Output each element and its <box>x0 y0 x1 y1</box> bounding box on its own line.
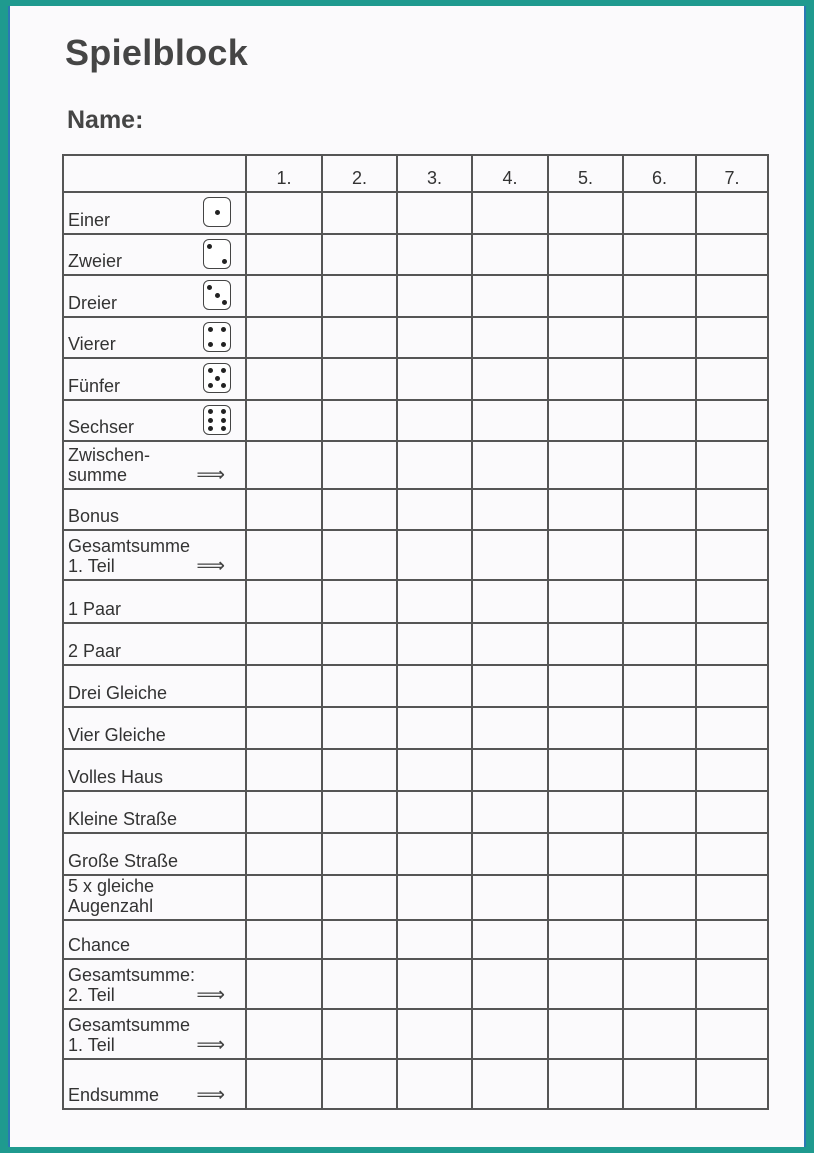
column-header: 7. <box>696 155 768 192</box>
score-cell[interactable] <box>472 400 548 441</box>
row-label <box>63 623 246 665</box>
die-pip <box>207 244 212 249</box>
score-cell[interactable] <box>623 234 696 275</box>
die-pip <box>215 376 220 381</box>
score-cell[interactable] <box>696 489 768 530</box>
die-face-6-icon <box>203 405 231 435</box>
score-cell[interactable] <box>696 1059 768 1109</box>
row-label-line2: summe <box>68 465 128 485</box>
score-cell[interactable] <box>696 317 768 358</box>
score-cell[interactable] <box>548 192 623 234</box>
row-label-line1: 2 Paar <box>68 641 122 661</box>
die-pip <box>221 368 226 373</box>
row-label-text <box>68 935 130 955</box>
score-cell[interactable] <box>322 875 397 920</box>
score-cell[interactable] <box>623 920 696 959</box>
column-header: 6. <box>623 155 696 192</box>
score-cell[interactable] <box>623 580 696 623</box>
row-label-line1: 5 x gleiche <box>68 876 155 896</box>
row-label-line1: Große Straße <box>68 851 179 871</box>
die-pip <box>208 418 213 423</box>
score-cell[interactable] <box>472 317 548 358</box>
score-cell[interactable] <box>397 275 472 317</box>
score-cell[interactable] <box>623 665 696 707</box>
die-face-2-icon <box>203 239 231 269</box>
score-row <box>63 623 768 665</box>
score-cell[interactable] <box>696 580 768 623</box>
die-pip <box>221 342 226 347</box>
score-cell[interactable] <box>322 489 397 530</box>
score-cell[interactable] <box>696 530 768 580</box>
score-cell[interactable] <box>696 1009 768 1059</box>
score-cell[interactable] <box>472 959 548 1009</box>
die-face-3-icon <box>203 280 231 310</box>
score-cell[interactable] <box>322 530 397 580</box>
header-row <box>63 155 768 192</box>
row-label-text <box>68 725 166 745</box>
score-cell[interactable] <box>623 317 696 358</box>
score-cell[interactable] <box>472 234 548 275</box>
row-label <box>63 707 246 749</box>
row-label <box>63 400 246 441</box>
row-label-line1: Zwischen- <box>68 445 151 465</box>
page-title: Spielblock <box>65 32 249 73</box>
double-arrow-icon: ⟹ <box>196 1034 225 1056</box>
score-table <box>62 154 769 1110</box>
row-label-text <box>68 445 150 485</box>
score-cell[interactable] <box>246 530 322 580</box>
score-cell[interactable] <box>322 665 397 707</box>
score-cell[interactable] <box>472 791 548 833</box>
score-row <box>63 400 768 441</box>
score-cell[interactable] <box>472 623 548 665</box>
row-label-line1: Gesamtsumme <box>68 536 191 556</box>
row-label-text <box>68 251 122 271</box>
score-cell[interactable] <box>623 707 696 749</box>
score-cell[interactable] <box>246 749 322 791</box>
die-face-1-icon <box>203 197 231 227</box>
score-row <box>63 530 768 580</box>
score-cell[interactable] <box>696 833 768 875</box>
die-pip <box>221 426 226 431</box>
row-label-line1: Drei Gleiche <box>68 683 168 703</box>
score-row <box>63 707 768 749</box>
score-cell[interactable] <box>397 317 472 358</box>
score-row <box>63 489 768 530</box>
score-cell[interactable] <box>246 707 322 749</box>
score-cell[interactable] <box>696 959 768 1009</box>
score-cell[interactable] <box>548 1009 623 1059</box>
row-label <box>63 358 246 400</box>
score-sheet <box>8 6 806 1147</box>
score-cell[interactable] <box>548 1059 623 1109</box>
row-label <box>63 580 246 623</box>
score-cell[interactable] <box>696 707 768 749</box>
row-label <box>63 833 246 875</box>
score-row <box>63 192 768 234</box>
score-cell[interactable] <box>246 580 322 623</box>
score-cell[interactable] <box>696 441 768 489</box>
row-label-line1: Dreier <box>68 293 118 313</box>
score-cell[interactable] <box>548 920 623 959</box>
score-cell[interactable] <box>623 275 696 317</box>
row-label <box>63 489 246 530</box>
row-label <box>63 441 246 489</box>
score-cell[interactable] <box>246 358 322 400</box>
score-row <box>63 441 768 489</box>
score-cell[interactable] <box>397 400 472 441</box>
column-header: 3. <box>397 155 472 192</box>
score-cell[interactable] <box>397 1009 472 1059</box>
score-cell[interactable] <box>246 400 322 441</box>
die-pip <box>208 383 213 388</box>
score-cell[interactable] <box>548 707 623 749</box>
row-label <box>63 192 246 234</box>
score-cell[interactable] <box>246 1059 322 1109</box>
die-pip <box>208 368 213 373</box>
score-cell[interactable] <box>322 707 397 749</box>
score-row <box>63 833 768 875</box>
score-cell[interactable] <box>548 580 623 623</box>
row-label-line1: Gesamtsumme <box>68 1015 191 1035</box>
row-label-text <box>68 767 163 787</box>
score-cell[interactable] <box>472 489 548 530</box>
score-cell[interactable] <box>548 530 623 580</box>
row-label <box>63 920 246 959</box>
score-cell[interactable] <box>322 791 397 833</box>
score-cell[interactable] <box>548 275 623 317</box>
score-cell[interactable] <box>246 875 322 920</box>
score-cell[interactable] <box>623 875 696 920</box>
die-pip <box>215 210 220 215</box>
score-cell[interactable] <box>397 234 472 275</box>
score-cell[interactable] <box>548 441 623 489</box>
score-cell[interactable] <box>548 317 623 358</box>
score-cell[interactable] <box>246 959 322 1009</box>
score-cell[interactable] <box>246 665 322 707</box>
row-label-line1: Zweier <box>68 251 123 271</box>
name-label: Name: <box>67 106 144 134</box>
score-row <box>63 875 768 920</box>
row-label-text <box>68 536 190 576</box>
score-cell[interactable] <box>623 959 696 1009</box>
score-row <box>63 791 768 833</box>
score-row <box>63 275 768 317</box>
score-cell[interactable] <box>548 749 623 791</box>
row-label-line1: Gesamtsumme: <box>68 965 196 985</box>
score-row <box>63 749 768 791</box>
score-cell[interactable] <box>472 1009 548 1059</box>
row-label <box>63 1009 246 1059</box>
die-pip <box>221 327 226 332</box>
score-cell[interactable] <box>246 192 322 234</box>
row-label <box>63 530 246 580</box>
score-cell[interactable] <box>548 400 623 441</box>
score-cell[interactable] <box>472 920 548 959</box>
score-cell[interactable] <box>623 441 696 489</box>
score-cell[interactable] <box>623 623 696 665</box>
score-row <box>63 665 768 707</box>
die-pip <box>221 409 226 414</box>
column-header: 4. <box>472 155 548 192</box>
score-cell[interactable] <box>472 358 548 400</box>
score-cell[interactable] <box>623 791 696 833</box>
row-label-line2: Augenzahl <box>68 896 154 916</box>
corner-cell <box>63 155 246 192</box>
score-cell[interactable] <box>548 489 623 530</box>
score-cell[interactable] <box>322 358 397 400</box>
row-label <box>63 234 246 275</box>
score-cell[interactable] <box>397 192 472 234</box>
score-cell[interactable] <box>548 234 623 275</box>
row-label-text <box>68 683 167 703</box>
score-cell[interactable] <box>696 400 768 441</box>
die-pip <box>207 285 212 290</box>
row-label-text <box>68 876 154 916</box>
die-face-4-icon <box>203 322 231 352</box>
row-label-line1: Vier Gleiche <box>68 725 166 745</box>
score-cell[interactable] <box>397 530 472 580</box>
score-cell[interactable] <box>397 1059 472 1109</box>
score-cell[interactable] <box>472 707 548 749</box>
row-label-text <box>68 293 117 313</box>
score-row <box>63 234 768 275</box>
score-cell[interactable] <box>696 192 768 234</box>
score-row <box>63 358 768 400</box>
score-cell[interactable] <box>548 665 623 707</box>
column-header: 1. <box>246 155 322 192</box>
score-cell[interactable] <box>472 275 548 317</box>
row-label <box>63 749 246 791</box>
double-arrow-icon: ⟹ <box>196 1084 225 1106</box>
score-cell[interactable] <box>322 400 397 441</box>
row-label-text <box>68 376 120 396</box>
row-label-line1: Bonus <box>68 506 120 526</box>
score-cell[interactable] <box>696 920 768 959</box>
score-cell[interactable] <box>397 875 472 920</box>
score-cell[interactable] <box>246 234 322 275</box>
score-cell[interactable] <box>322 1009 397 1059</box>
score-cell[interactable] <box>548 833 623 875</box>
row-label-text <box>68 334 116 354</box>
row-label <box>63 1059 246 1109</box>
column-header: 5. <box>548 155 623 192</box>
die-pip <box>215 293 220 298</box>
row-label-line1: Endsumme <box>68 1085 160 1105</box>
score-cell[interactable] <box>322 234 397 275</box>
double-arrow-icon: ⟹ <box>196 555 225 577</box>
score-cell[interactable] <box>397 791 472 833</box>
row-label-line1: Volles Haus <box>68 767 164 787</box>
score-cell[interactable] <box>397 665 472 707</box>
score-cell[interactable] <box>246 833 322 875</box>
score-cell[interactable] <box>246 920 322 959</box>
score-cell[interactable] <box>696 234 768 275</box>
row-label-text <box>68 506 119 526</box>
score-cell[interactable] <box>397 749 472 791</box>
score-cell[interactable] <box>397 833 472 875</box>
column-header: 2. <box>322 155 397 192</box>
row-label-line1: Vierer <box>68 334 116 354</box>
row-label-text <box>68 641 121 661</box>
score-cell[interactable] <box>548 875 623 920</box>
row-label-line1: Kleine Straße <box>68 809 178 829</box>
row-label-line1: Fünfer <box>68 376 121 396</box>
row-label <box>63 665 246 707</box>
score-cell[interactable] <box>397 441 472 489</box>
row-label <box>63 875 246 920</box>
score-cell[interactable] <box>623 833 696 875</box>
score-cell[interactable] <box>246 275 322 317</box>
row-label-text <box>68 809 177 829</box>
row-label-text <box>68 851 178 871</box>
row-label-line1: Einer <box>68 210 111 230</box>
score-cell[interactable] <box>472 530 548 580</box>
score-cell[interactable] <box>397 358 472 400</box>
row-label-line2: 1. Teil <box>68 1035 115 1055</box>
row-label-text <box>68 1015 190 1055</box>
score-cell[interactable] <box>397 623 472 665</box>
score-cell[interactable] <box>623 530 696 580</box>
row-label <box>63 959 246 1009</box>
score-cell[interactable] <box>322 441 397 489</box>
score-cell[interactable] <box>696 791 768 833</box>
score-cell[interactable] <box>623 192 696 234</box>
score-cell[interactable] <box>322 275 397 317</box>
score-cell[interactable] <box>322 580 397 623</box>
score-cell[interactable] <box>472 1059 548 1109</box>
die-pip <box>208 409 213 414</box>
score-cell[interactable] <box>696 358 768 400</box>
score-cell[interactable] <box>246 441 322 489</box>
score-cell[interactable] <box>548 791 623 833</box>
score-cell[interactable] <box>623 1009 696 1059</box>
score-cell[interactable] <box>696 275 768 317</box>
score-cell[interactable] <box>623 749 696 791</box>
score-row <box>63 920 768 959</box>
score-cell[interactable] <box>322 749 397 791</box>
score-cell[interactable] <box>696 623 768 665</box>
score-cell[interactable] <box>246 1009 322 1059</box>
row-label <box>63 275 246 317</box>
score-cell[interactable] <box>322 920 397 959</box>
score-cell[interactable] <box>397 920 472 959</box>
score-cell[interactable] <box>472 665 548 707</box>
row-label-line2: 1. Teil <box>68 556 115 576</box>
double-arrow-icon: ⟹ <box>196 984 225 1006</box>
score-cell[interactable] <box>623 489 696 530</box>
score-row <box>63 1059 768 1109</box>
score-cell[interactable] <box>397 580 472 623</box>
score-cell[interactable] <box>472 875 548 920</box>
score-cell[interactable] <box>623 358 696 400</box>
die-pip <box>208 342 213 347</box>
score-cell[interactable] <box>472 833 548 875</box>
score-cell[interactable] <box>322 833 397 875</box>
score-cell[interactable] <box>696 875 768 920</box>
row-label-text <box>68 965 195 1005</box>
die-pip <box>221 418 226 423</box>
row-label <box>63 791 246 833</box>
score-cell[interactable] <box>696 665 768 707</box>
score-cell[interactable] <box>472 749 548 791</box>
row-label-text <box>68 417 134 437</box>
die-face-5-icon <box>203 363 231 393</box>
score-cell[interactable] <box>246 317 322 358</box>
score-cell[interactable] <box>322 959 397 1009</box>
score-row <box>63 959 768 1009</box>
score-cell[interactable] <box>397 959 472 1009</box>
score-cell[interactable] <box>322 1059 397 1109</box>
score-row <box>63 1009 768 1059</box>
row-label-line1: 1 Paar <box>68 599 122 619</box>
score-cell[interactable] <box>548 358 623 400</box>
score-cell[interactable] <box>623 1059 696 1109</box>
score-cell[interactable] <box>472 441 548 489</box>
score-cell[interactable] <box>623 400 696 441</box>
score-cell[interactable] <box>472 580 548 623</box>
score-cell[interactable] <box>246 791 322 833</box>
score-row <box>63 317 768 358</box>
die-pip <box>208 327 213 332</box>
die-pip <box>222 259 227 264</box>
score-cell[interactable] <box>696 749 768 791</box>
score-cell[interactable] <box>548 959 623 1009</box>
score-cell[interactable] <box>472 192 548 234</box>
row-label-text <box>68 1085 159 1105</box>
score-cell[interactable] <box>246 489 322 530</box>
double-arrow-icon: ⟹ <box>196 464 225 486</box>
die-pip <box>221 383 226 388</box>
score-cell[interactable] <box>322 192 397 234</box>
score-cell[interactable] <box>397 489 472 530</box>
row-label-text <box>68 210 110 230</box>
row-label-line1: Sechser <box>68 417 135 437</box>
row-label-line2: 2. Teil <box>68 985 115 1005</box>
die-pip <box>208 426 213 431</box>
score-cell[interactable] <box>397 707 472 749</box>
die-pip <box>222 300 227 305</box>
row-label-text <box>68 599 121 619</box>
score-cell[interactable] <box>322 317 397 358</box>
row-label <box>63 317 246 358</box>
score-cell[interactable] <box>246 623 322 665</box>
score-cell[interactable] <box>322 623 397 665</box>
row-label-line1: Chance <box>68 935 131 955</box>
score-cell[interactable] <box>548 623 623 665</box>
score-row <box>63 580 768 623</box>
